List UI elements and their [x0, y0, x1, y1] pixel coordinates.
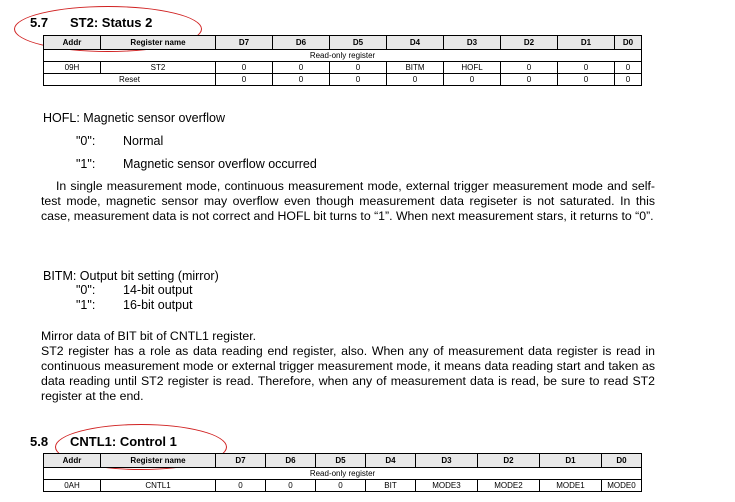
- bitm-opt1-key: "1":: [76, 298, 96, 312]
- bitm-paragraph-2: ST2 register has a role as data reading end register, also. When any of measurement data register is read in continuous measurement mode or external trigger measurement mode, it means data reading start and taken as data reading until ST2 register is read. Therefore, when any of measurement data is read, be sure to read ST2 register at the end.: [41, 344, 655, 403]
- cell: 0: [444, 74, 501, 86]
- cell: 0: [558, 62, 615, 74]
- table-header-row: [44, 36, 642, 50]
- hofl-opt0-key: "0":: [76, 134, 96, 148]
- st2-register-table: [43, 35, 642, 86]
- section-title: ST2: Status 2: [70, 15, 153, 30]
- cell: MODE3: [416, 480, 478, 492]
- bitm-opt0-key: "0":: [76, 283, 96, 297]
- header-cell: Register name: [101, 454, 216, 468]
- hofl-heading: HOFL: Magnetic sensor overflow: [43, 111, 226, 125]
- bitm-opt1-value: 16-bit output: [123, 298, 193, 312]
- cell: 0: [266, 480, 316, 492]
- hofl-opt1-value: Magnetic sensor overflow occurred: [123, 157, 317, 171]
- header-cell: D7: [216, 36, 273, 50]
- readonly-row: [44, 468, 642, 480]
- table-row: [44, 62, 642, 74]
- cell: 0: [273, 74, 330, 86]
- header-cell: D5: [330, 36, 387, 50]
- header-cell: D4: [366, 454, 416, 468]
- cell: BITM: [387, 62, 444, 74]
- section-title: CNTL1: Control 1: [70, 434, 177, 449]
- readonly-label: Read-only register: [44, 50, 642, 62]
- cell: 09H: [44, 62, 101, 74]
- cell: MODE1: [540, 480, 602, 492]
- cell: CNTL1: [101, 480, 216, 492]
- cell: BIT: [366, 480, 416, 492]
- cntl1-register-table: [43, 453, 642, 492]
- cell: 0: [558, 74, 615, 86]
- reset-label: Reset: [44, 74, 216, 86]
- header-cell: D7: [216, 454, 266, 468]
- header-cell: Addr: [44, 36, 101, 50]
- cell: 0: [501, 62, 558, 74]
- readonly-label: Read-only register: [44, 468, 642, 480]
- header-cell: D3: [444, 36, 501, 50]
- header-cell: D0: [602, 454, 642, 468]
- header-cell: Addr: [44, 454, 101, 468]
- cell: 0: [387, 74, 444, 86]
- section-number: 5.7: [30, 15, 49, 30]
- hofl-opt1-key: "1":: [76, 157, 96, 171]
- cell: MODE0: [602, 480, 642, 492]
- cell: 0: [501, 74, 558, 86]
- cell: 0: [330, 74, 387, 86]
- cell: ST2: [101, 62, 216, 74]
- readonly-row: [44, 50, 642, 62]
- bitm-opt0-value: 14-bit output: [123, 283, 193, 297]
- cell: 0: [216, 62, 273, 74]
- cell: 0: [330, 62, 387, 74]
- header-cell: Register name: [101, 36, 216, 50]
- cell: 0: [273, 62, 330, 74]
- header-cell: D6: [266, 454, 316, 468]
- header-cell: D0: [615, 36, 642, 50]
- header-cell: D4: [387, 36, 444, 50]
- header-cell: D1: [558, 36, 615, 50]
- header-cell: D6: [273, 36, 330, 50]
- bitm-paragraph-1: Mirror data of BIT bit of CNTL1 register.: [41, 329, 257, 343]
- header-cell: D2: [478, 454, 540, 468]
- cell: MODE2: [478, 480, 540, 492]
- table-header-row: [44, 454, 642, 468]
- table-row: [44, 480, 642, 492]
- cell: 0: [216, 74, 273, 86]
- header-cell: D2: [501, 36, 558, 50]
- cell: 0: [316, 480, 366, 492]
- bitm-heading: BITM: Output bit setting (mirror): [43, 269, 219, 283]
- reset-row: [44, 74, 642, 86]
- hofl-opt0-value: Normal: [123, 134, 164, 148]
- hofl-paragraph: In single measurement mode, continuous measurement mode, external trigger measurement mode and self-test mode, magnetic sensor may overflow even though measurement data regiseter is not saturated. In this case, measurement data is not correct and HOFL bit turns to “1”. When next measurement stars, it returns to “0”.: [41, 179, 655, 223]
- section-number: 5.8: [30, 434, 49, 449]
- header-cell: D1: [540, 454, 602, 468]
- header-cell: D3: [416, 454, 478, 468]
- cell: 0AH: [44, 480, 101, 492]
- cell: HOFL: [444, 62, 501, 74]
- header-cell: D5: [316, 454, 366, 468]
- cell: 0: [615, 62, 642, 74]
- cell: 0: [615, 74, 642, 86]
- cell: 0: [216, 480, 266, 492]
